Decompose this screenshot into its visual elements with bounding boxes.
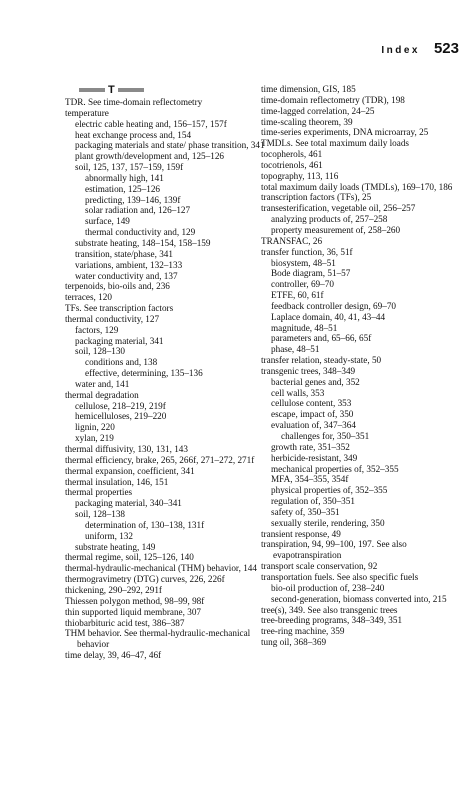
index-entry: transient response, 49 xyxy=(261,528,341,539)
index-entry: time-scaling theorem, 39 xyxy=(261,116,353,127)
index-entries-left xyxy=(65,97,265,661)
index-subentry: solar radiation and, 126–127 xyxy=(85,205,191,216)
page-number: 523 xyxy=(433,40,459,57)
running-head-label: Index xyxy=(381,45,420,56)
index-subentry: packaging material, 340–341 xyxy=(75,498,182,509)
index-subentry: uniform, 132 xyxy=(85,530,133,541)
index-entry: tung oil, 368–369 xyxy=(261,637,327,648)
index-subentry: soil, 125, 137, 157–159, 159f xyxy=(75,162,184,173)
index-subentry: soil, 128–138 xyxy=(75,509,126,520)
index-entry: temperature xyxy=(65,107,109,118)
index-column-left xyxy=(65,84,265,661)
index-entry: topography, 113, 116 xyxy=(261,170,339,181)
index-entry: TDR. See time-domain reflectometry xyxy=(65,97,203,107)
index-entry: thermal expansion, coefficient, 341 xyxy=(65,465,195,476)
section-letter-heading xyxy=(65,84,265,96)
index-entry: thermal degradation xyxy=(65,389,139,400)
index-subentry: predicting, 139–146, 139f xyxy=(85,194,181,205)
index-subentry: mechanical properties of, 352–355 xyxy=(271,463,399,474)
index-entry: thermal properties xyxy=(65,487,133,498)
index-entry: thermal insulation, 146, 151 xyxy=(65,476,169,487)
index-subentry: MFA, 354–355, 354f xyxy=(271,474,349,485)
index-entry: TFs. See transcription factors xyxy=(65,303,174,314)
index-entry: transpiration, 94, 99–100, 197. See also evapotranspiration xyxy=(261,539,407,561)
index-entry: THM behavior. See thermal-hydraulic-mechanical behavior xyxy=(65,628,251,650)
section-letter: T xyxy=(108,83,115,96)
index-entry: transcription factors (TFs), 25 xyxy=(261,192,372,203)
index-subentry: Laplace domain, 40, 41, 43–44 xyxy=(271,311,386,322)
index-entry: Thiessen polygon method, 98–99, 98f xyxy=(65,595,205,606)
index-subentry: factors, 129 xyxy=(75,324,119,335)
index-subentry: safety of, 350–351 xyxy=(271,506,340,517)
index-entry: transport scale conservation, 92 xyxy=(261,561,378,572)
index-entry: time dimension, GIS, 185 xyxy=(261,84,356,94)
index-subentry: parameters and, 65–66, 65f xyxy=(271,333,372,344)
index-subentry: packaging materials and state/ phase transition, 341 xyxy=(75,140,265,151)
index-subentry: analyzing products of, 257–258 xyxy=(271,214,388,225)
index-subentry: biosystem, 48–51 xyxy=(271,257,336,268)
index-subentry: surface, 149 xyxy=(85,216,130,227)
index-subentry: soil, 128–130 xyxy=(75,346,126,357)
index-subentry: sexually sterile, rendering, 350 xyxy=(271,517,385,528)
index-subentry: property measurement of, 258–260 xyxy=(271,224,401,235)
index-entry: transesterification, vegetable oil, 256–257 xyxy=(261,203,416,214)
index-entry: transportation fuels. See also specific fuels xyxy=(261,571,419,582)
index-entry: thiobarbituric acid test, 386–387 xyxy=(65,617,185,628)
index-subentry: cellulose content, 353 xyxy=(271,398,352,409)
index-entry: time-lagged correlation, 24–25 xyxy=(261,105,375,116)
index-entry: tocotrienols, 461 xyxy=(261,159,323,170)
index-subentry: herbicide-resistant, 349 xyxy=(271,452,358,463)
running-head xyxy=(381,40,459,57)
index-subentry: evaluation of, 347–364 xyxy=(271,420,356,431)
index-entry: tocopherols, 461 xyxy=(261,149,323,160)
index-entry: thermal-hydraulic-mechanical (THM) behavior, 144 xyxy=(65,563,257,574)
index-entry: terpenoids, bio-oils and, 236 xyxy=(65,281,170,292)
index-entry: transfer function, 36, 51f xyxy=(261,246,353,257)
index-subentry: packaging material, 341 xyxy=(75,335,164,346)
index-subentry: bacterial genes and, 352 xyxy=(271,376,360,387)
index-subentry: challenges for, 350–351 xyxy=(281,431,370,441)
index-entry: thermal conductivity, 127 xyxy=(65,313,160,324)
index-entry: time-domain reflectometry (TDR), 198 xyxy=(261,94,405,105)
index-entry: thickening, 290–292, 291f xyxy=(65,584,162,595)
index-subentry: electric cable heating and, 156–157, 157f xyxy=(75,118,227,129)
index-subentry: lignin, 220 xyxy=(75,422,115,433)
index-entry: TRANSFAC, 26 xyxy=(261,235,323,246)
index-entry: tree(s), 349. See also transgenic trees xyxy=(261,604,398,615)
index-entry: thermal regime, soil, 125–126, 140 xyxy=(65,552,194,563)
index-subentry: controller, 69–70 xyxy=(271,279,334,290)
index-subentry: estimation, 125–126 xyxy=(85,183,161,194)
index-subentry: physical properties of, 352–355 xyxy=(271,485,388,496)
index-subentry: ETFE, 60, 61f xyxy=(271,290,324,301)
index-subentry: substrate heating, 149 xyxy=(75,541,156,552)
index-subentry: escape, impact of, 350 xyxy=(271,409,354,420)
index-entry: time delay, 39, 46–47, 46f xyxy=(65,650,162,661)
index-subentry: bio-oil production of, 238–240 xyxy=(271,582,385,593)
index-entry: TMDLs. See total maximum daily loads xyxy=(261,138,410,149)
index-subentry: plant growth/development and, 125–126 xyxy=(75,151,225,162)
index-entry: transgenic trees, 348–349 xyxy=(261,365,356,376)
index-entry: thermogravimetry (DTG) curves, 226, 226f xyxy=(65,574,225,585)
index-entries-right xyxy=(261,84,461,648)
index-subentry: substrate heating, 148–154, 158–159 xyxy=(75,237,211,248)
index-subentry: xylan, 219 xyxy=(75,433,114,444)
index-subentry: water and, 141 xyxy=(75,378,130,389)
index-subentry: feedback controller design, 69–70 xyxy=(271,300,397,311)
section-divider-bar-left xyxy=(79,88,105,92)
index-subentry: abnormally high, 141 xyxy=(85,172,164,183)
index-subentry: magnitude, 48–51 xyxy=(271,322,338,333)
index-subentry: growth rate, 351–352 xyxy=(271,441,350,452)
index-entry: total maximum daily loads (TMDLs), 169–170, 186 xyxy=(261,181,453,192)
index-entry: thermal efficiency, brake, 265, 266f, 271–272, 271f xyxy=(65,454,255,465)
index-subentry: thermal conductivity and, 129 xyxy=(85,227,196,238)
index-subentry: Bode diagram, 51–57 xyxy=(271,268,351,279)
index-subentry: water conductivity and, 137 xyxy=(75,270,178,281)
index-subentry: variations, ambient, 132–133 xyxy=(75,259,183,270)
index-subentry: determination of, 130–138, 131f xyxy=(85,519,205,530)
index-entry: terraces, 120 xyxy=(65,292,112,303)
index-subentry: regulation of, 350–351 xyxy=(271,496,355,507)
index-subentry: transition, state/phase, 341 xyxy=(75,248,173,259)
index-subentry: cellulose, 218–219, 219f xyxy=(75,400,166,411)
index-entry: transfer relation, steady-state, 50 xyxy=(261,355,382,366)
index-subentry: phase, 48–51 xyxy=(271,344,320,355)
section-divider-bar-right xyxy=(118,88,144,92)
index-entry: time-series experiments, DNA microarray, 25 xyxy=(261,127,429,138)
index-entry: thermal diffusivity, 130, 131, 143 xyxy=(65,444,188,454)
index-entry: tree-ring machine, 359 xyxy=(261,626,345,637)
index-subentry: conditions and, 138 xyxy=(85,357,158,368)
index-subentry: heat exchange process and, 154 xyxy=(75,129,192,140)
index-subentry: cell walls, 353 xyxy=(271,387,325,398)
index-subentry: hemicelluloses, 219–220 xyxy=(75,411,167,422)
index-entry: thin supported liquid membrane, 307 xyxy=(65,606,202,617)
index-column-right xyxy=(261,84,461,648)
index-subentry: effective, determining, 135–136 xyxy=(85,368,203,379)
index-entry: tree-breeding programs, 348–349, 351 xyxy=(261,615,403,626)
index-subentry: second-generation, biomass converted into, 215 xyxy=(271,593,447,604)
